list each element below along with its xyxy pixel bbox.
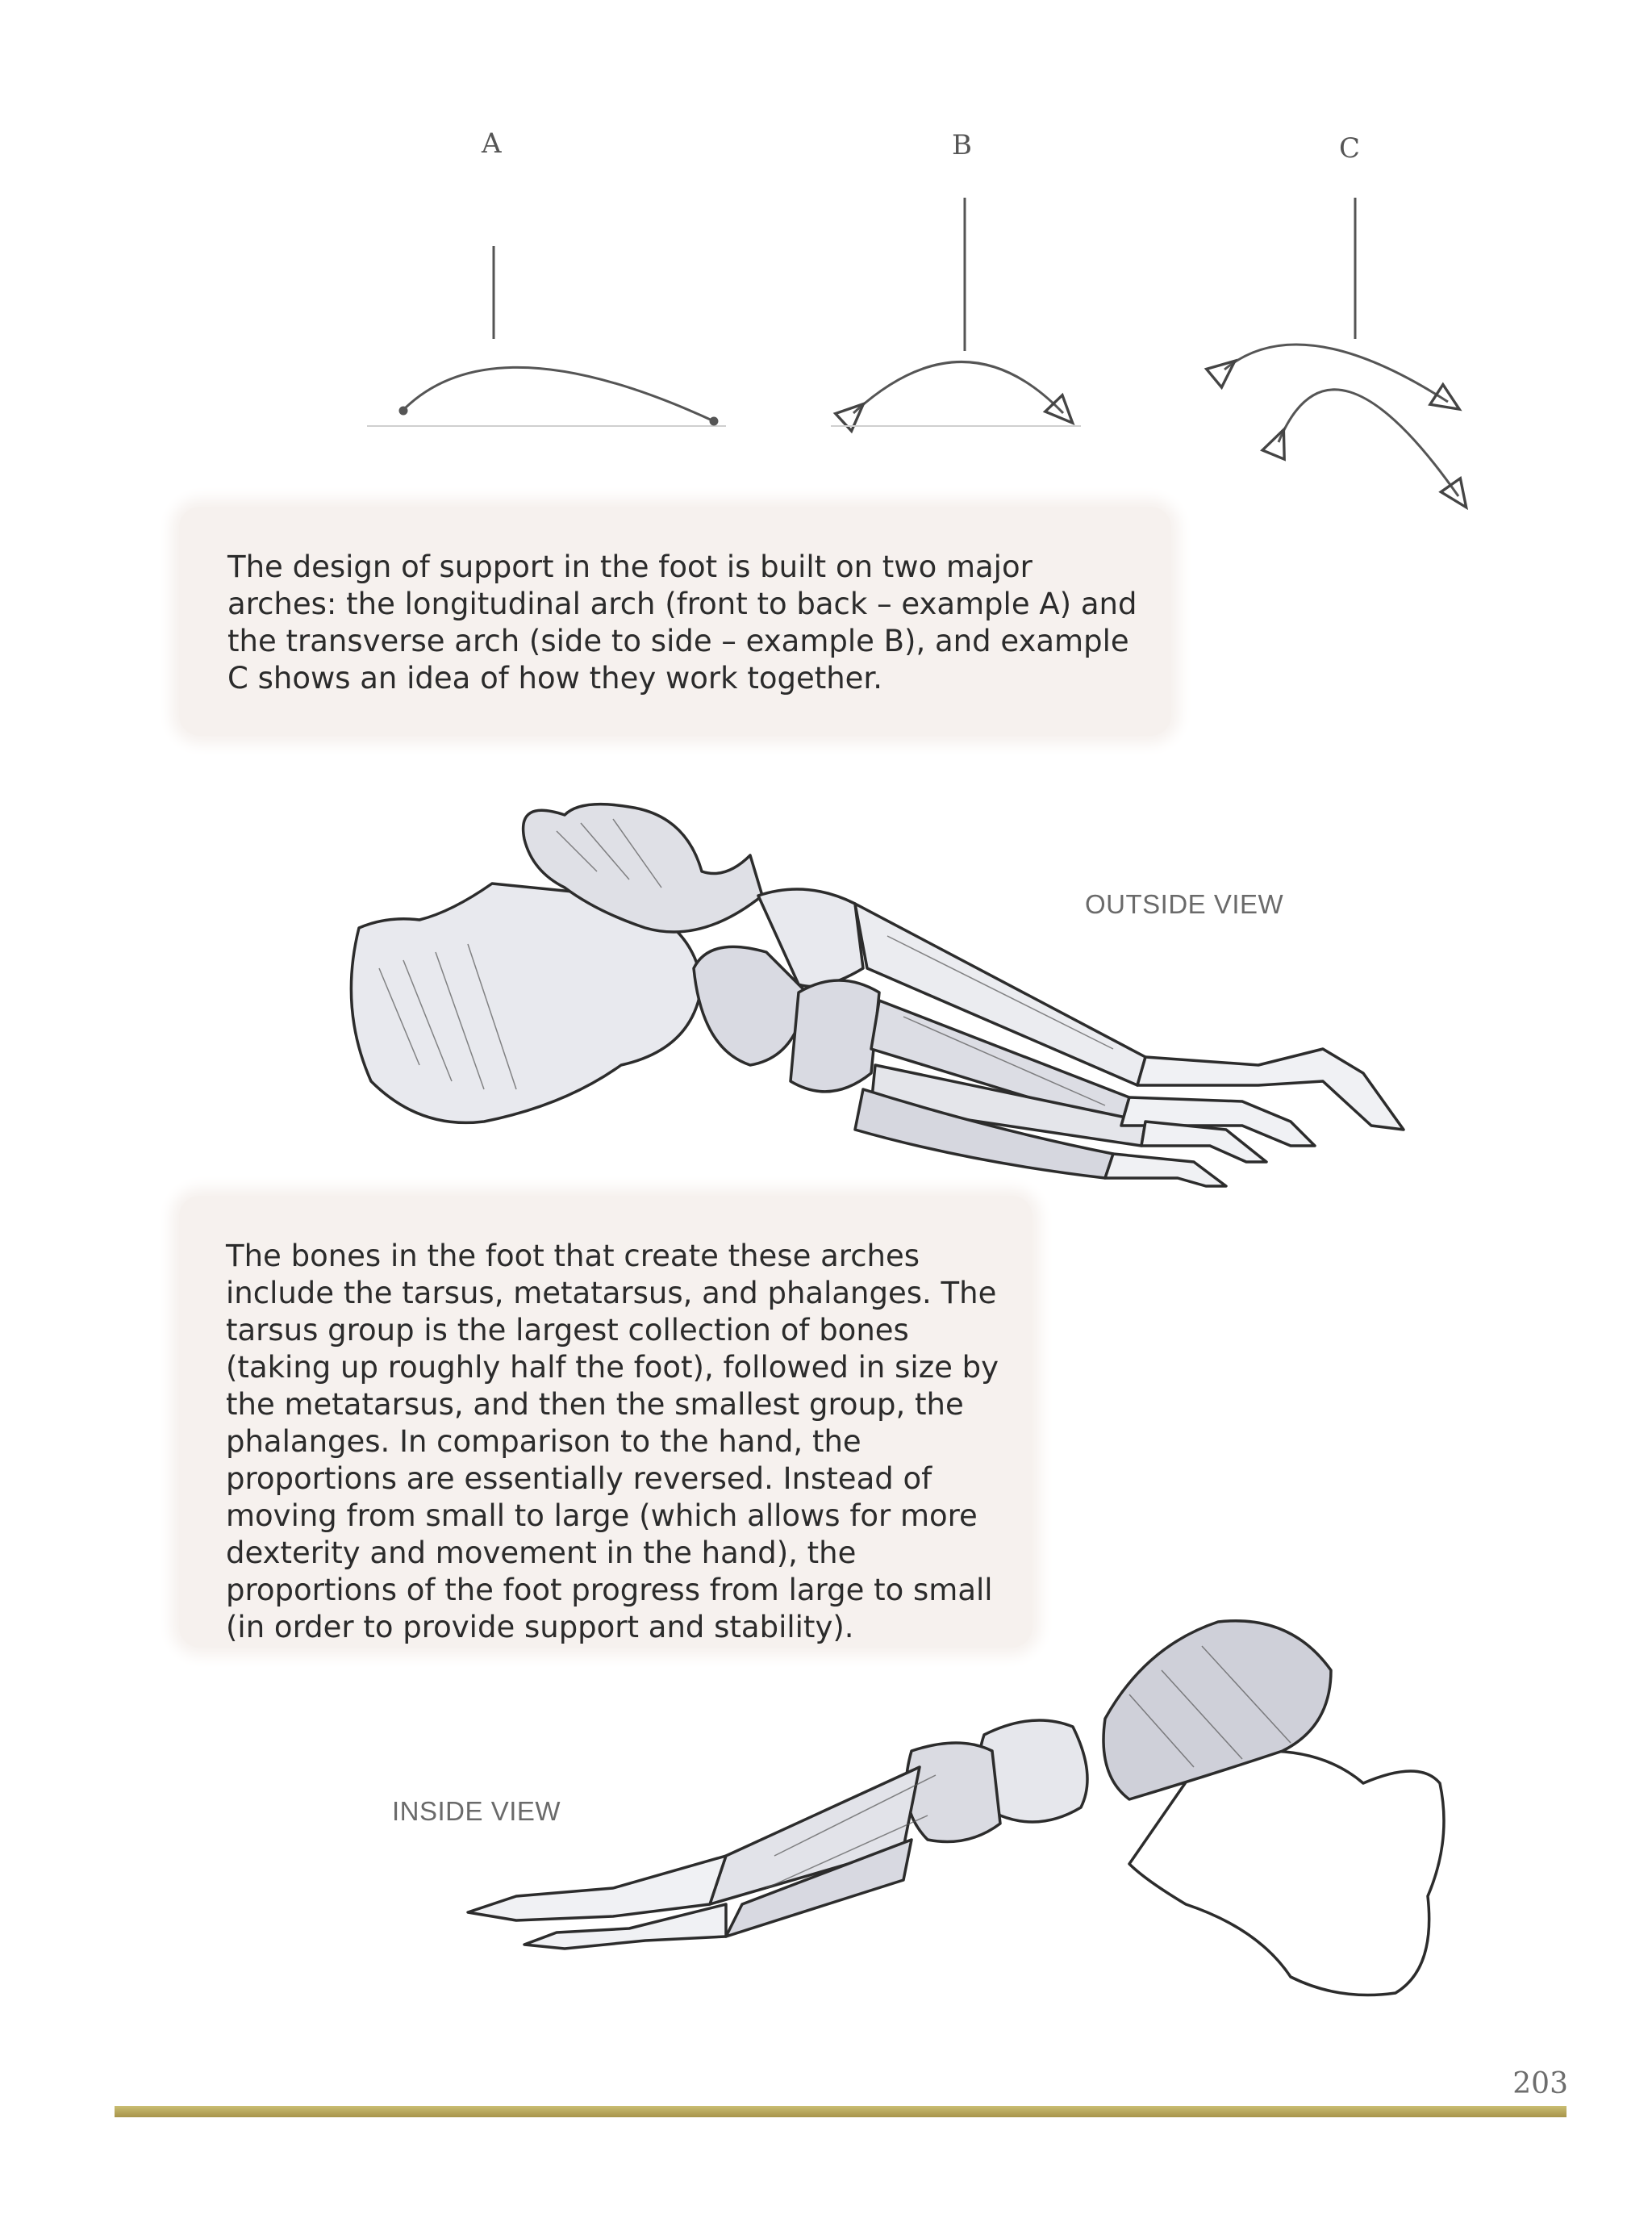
outside-view-label: OUTSIDE VIEW	[1085, 889, 1284, 919]
arch-label-b: B	[952, 129, 973, 161]
arch-diagram-b	[831, 198, 1081, 426]
inside-view-label: INSIDE VIEW	[392, 1796, 561, 1826]
arch-label-a: A	[482, 127, 503, 160]
arches-paragraph: The design of support in the foot is built on two major arches: the longitudinal arch (front to back – example A) and the transverse arch (side to side – example B), and example C shows an idea of how they work together.	[227, 549, 1137, 696]
arches-text-box	[179, 507, 1171, 736]
arch-label-c: C	[1339, 132, 1362, 165]
arch-diagram-c	[1224, 198, 1458, 496]
bones-text-box	[179, 1196, 1032, 1648]
bones-paragraph: The bones in the foot that create these arches include the tarsus, metatarsus, and phalanges. The tarsus group is the largest collection of bones (taking up roughly half the foot), followed in size by the metatarsus, and then the smallest group, the phalanges. In comparison to the hand, the proportions are essentially reversed. Instead of moving from small to large (which allows for more dexterity and movement in the hand), the proportions of the foot progress from large to small (in order to provide support and stability).	[226, 1239, 999, 1644]
inside-view-foot-sketch	[468, 1621, 1444, 1995]
footer-rule	[115, 2106, 1566, 2117]
arch-diagram-a	[367, 246, 726, 426]
outside-view-foot-sketch	[351, 804, 1404, 1186]
page-number: 203	[1512, 2067, 1568, 2100]
